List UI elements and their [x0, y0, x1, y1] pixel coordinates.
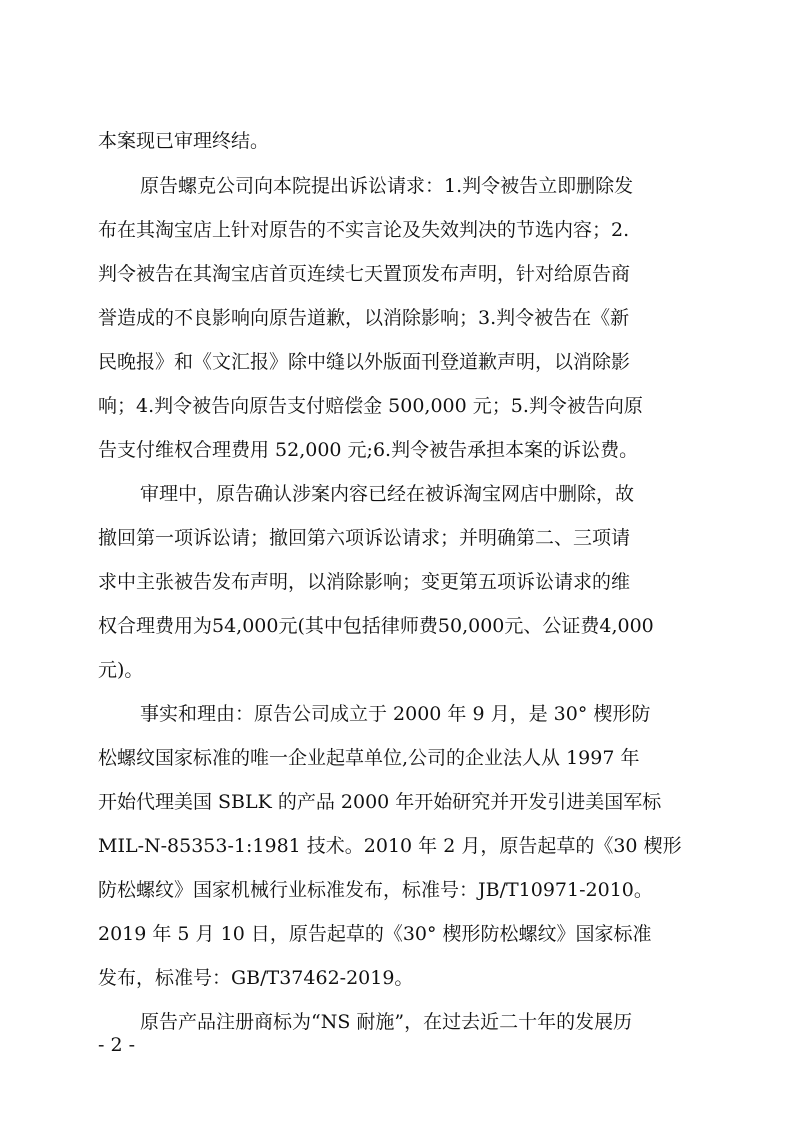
text-line-5: 誉造成的不良影响向原告道歉，以消除影响；3.判令被告在《新: [98, 307, 630, 329]
text-line-16: 开始代理美国 SBLK 的产品 2000 年开始研究并开发引进美国军标: [98, 791, 662, 813]
text-line-19: 2019 年 5 月 10 日，原告起草的《30° 楔形防松螺纹》国家标准: [98, 923, 652, 945]
text-line-2: 原告螺克公司向本院提出诉讼请求：1.判令被告立即删除发: [140, 175, 634, 197]
text-line-21: 原告产品注册商标为“NS 耐施”，在过去近二十年的发展历: [140, 1011, 633, 1033]
text-line-3: 布在其淘宝店上针对原告的不实言论及失效判决的节选内容；2.: [98, 219, 630, 241]
text-line-12: 权合理费用为54,000元(其中包括律师费50,000元、公证费4,000: [98, 615, 654, 637]
page-number: - 2 -: [98, 1034, 136, 1056]
text-line-20: 发布，标准号：GB/T37462-2019。: [98, 967, 414, 989]
text-line-7: 响；4.判令被告向原告支付赔偿金 500,000 元；5.判令被告向原: [98, 395, 643, 417]
text-line-6: 民晚报》和《文汇报》除中缝以外版面刊登道歉声明，以消除影: [98, 351, 631, 373]
text-line-18: 防松螺纹》国家机械行业标准发布，标准号：JB/T10971-2010。: [98, 879, 653, 901]
text-line-14: 事实和理由：原告公司成立于 2000 年 9 月，是 30° 楔形防: [140, 703, 651, 725]
text-line-15: 松螺纹国家标准的唯一企业起草单位,公司的企业法人从 1997 年: [98, 747, 640, 769]
text-line-17: MIL-N-85353-1:1981 技术。2010 年 2 月，原告起草的《30 楔形: [98, 835, 682, 857]
text-line-8: 告支付维权合理费用 52,000 元;6.判令被告承担本案的诉讼费。: [98, 439, 639, 461]
text-line-9: 审理中，原告确认涉案内容已经在被诉淘宝网店中删除，故: [140, 483, 635, 505]
text-line-13: 元)。: [98, 659, 144, 681]
text-line-10: 撤回第一项诉讼请；撤回第六项诉讼请求；并明确第二、三项请: [98, 527, 631, 549]
text-line-1: 本案现已审理终结。: [98, 130, 270, 152]
text-line-4: 判令被告在其淘宝店首页连续七天置顶发布声明，针对给原告商: [98, 263, 631, 285]
text-line-11: 求中主张被告发布声明，以消除影响；变更第五项诉讼请求的维: [98, 571, 631, 593]
